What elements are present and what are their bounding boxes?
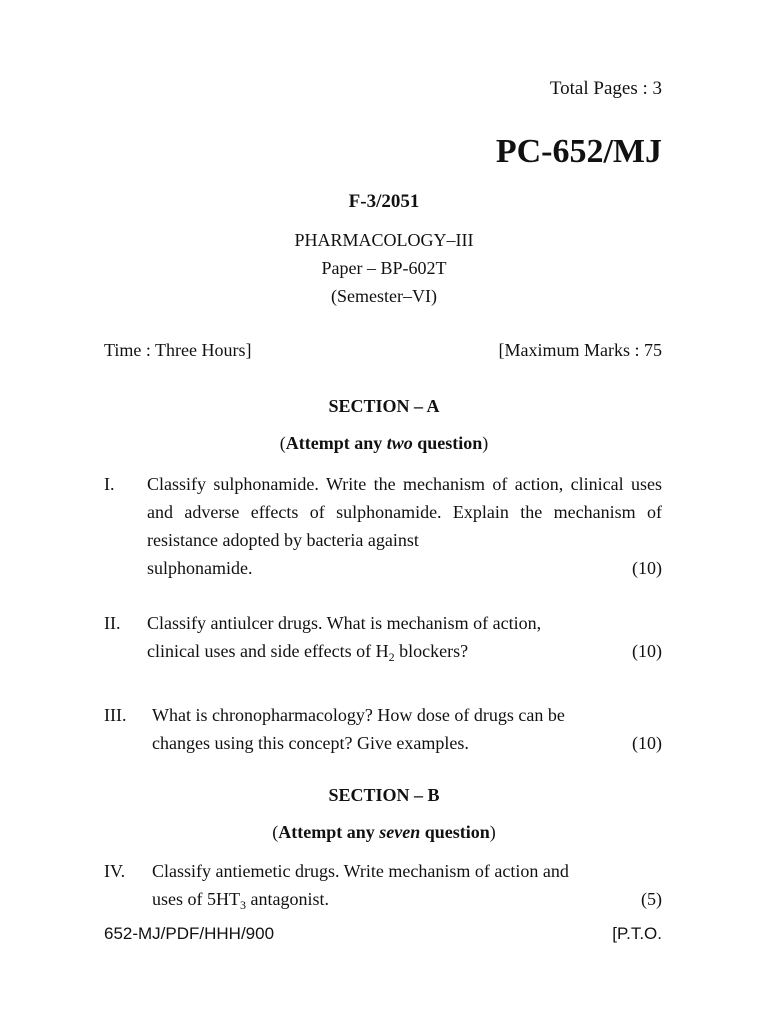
page-footer xyxy=(104,924,662,944)
section-b-instruction-pre: Attempt any xyxy=(278,822,380,842)
question-text-last-post: antagonist. xyxy=(246,889,329,909)
question-3 xyxy=(104,701,662,757)
question-number: IV. xyxy=(104,861,126,881)
paper-number: Paper – BP-602T xyxy=(321,258,447,278)
subscript: 2 xyxy=(388,650,395,664)
semester: (Semester–VI) xyxy=(331,286,437,306)
question-1 xyxy=(104,470,662,582)
question-text-last: changes using this concept? Give examples. xyxy=(152,733,469,753)
paper-code: PC-652/MJ xyxy=(495,133,662,170)
question-text: Classify sulphonamide. Write the mechanism of action, clinical uses and adverse effects of sulphonamide. Explain the mechanism of resistance adopted by bacteria against xyxy=(147,474,662,550)
section-a-instruction-pre: Attempt any xyxy=(285,433,387,453)
section-b-instruction-em: seven xyxy=(379,822,421,842)
footer-code: 652-MJ/PDF/HHH/900 xyxy=(104,924,275,943)
question-text-last xyxy=(147,637,468,665)
question-marks: (5) xyxy=(641,889,662,909)
question-text: Classify antiulcer drugs. What is mechanism of action, xyxy=(147,613,542,633)
section-a-instruction: (Attempt any two question) xyxy=(279,433,489,453)
subscript: 3 xyxy=(240,898,246,912)
question-marks: (10) xyxy=(632,641,662,661)
question-text: What is chronopharmacology? How dose of drugs can be xyxy=(152,705,565,725)
subject-title: PHARMACOLOGY–III xyxy=(294,230,474,250)
question-number: I. xyxy=(104,474,115,494)
section-b-instruction-post: question xyxy=(420,822,490,842)
please-turn-over: [P.T.O. xyxy=(612,924,662,943)
question-number: II. xyxy=(104,613,121,633)
question-text-last-pre: uses of 5HT xyxy=(152,889,240,909)
section-a-title: SECTION – A xyxy=(328,396,440,416)
question-marks: (10) xyxy=(632,558,662,578)
section-b-instruction: (Attempt any seven question) xyxy=(272,822,496,842)
exam-duration: Time : Three Hours] xyxy=(104,340,252,360)
form-code: F-3/2051 xyxy=(348,191,420,212)
question-text-last-pre: clinical uses and side effects of H xyxy=(147,641,389,661)
question-text-last: sulphonamide. xyxy=(147,558,253,578)
question-text-last xyxy=(152,885,329,913)
question-text-last-post: blockers? xyxy=(394,641,469,661)
question-4 xyxy=(104,857,662,913)
total-pages: Total Pages : 3 xyxy=(549,78,662,99)
question-text: Classify antiemetic drugs. Write mechanism of action and xyxy=(152,861,569,881)
question-marks: (10) xyxy=(632,733,662,753)
time-marks-row xyxy=(104,340,662,361)
maximum-marks: [Maximum Marks : 75 xyxy=(498,340,662,360)
section-a-instruction-em: two xyxy=(386,433,413,453)
question-number: III. xyxy=(104,705,127,725)
question-2 xyxy=(104,609,662,665)
section-a-instruction-post: question xyxy=(412,433,483,453)
section-b-title: SECTION – B xyxy=(328,785,440,805)
